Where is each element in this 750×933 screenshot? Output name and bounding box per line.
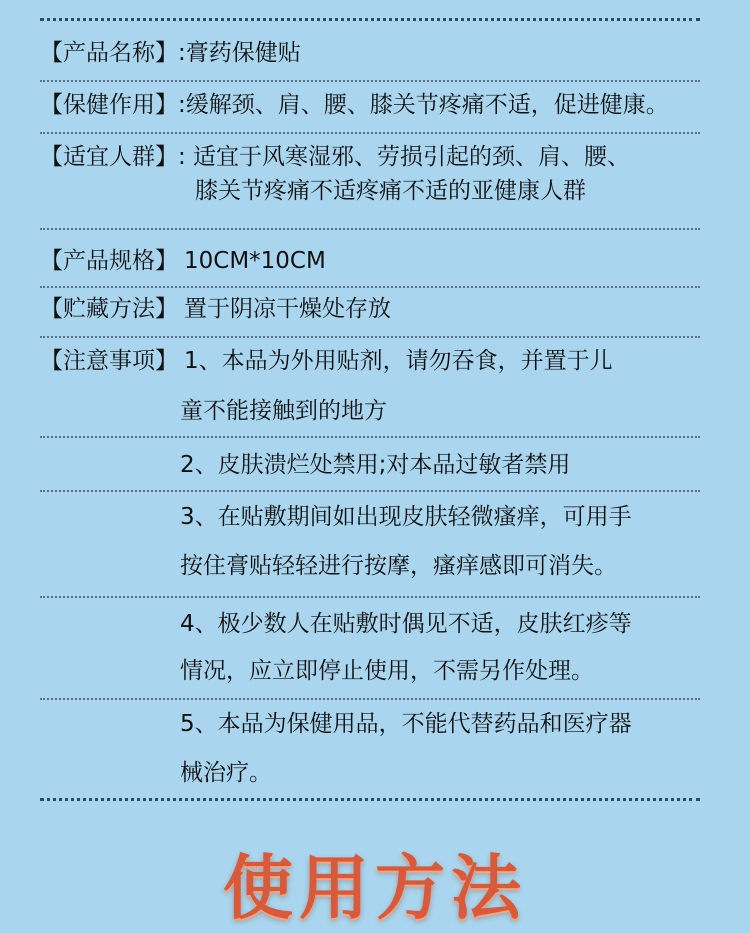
note-line: 械治疗。 [180, 760, 272, 786]
row-label: 【贮藏方法】 [40, 296, 178, 322]
row-health-effect [40, 94, 669, 117]
row-specification [40, 250, 326, 273]
divider [40, 698, 700, 700]
note-line: 童不能接触到的地方 [180, 398, 387, 424]
row-value: :缓解颈、肩、腰、膝关节疼痛不适，促进健康。 [178, 92, 669, 118]
divider [40, 80, 700, 82]
divider [40, 596, 700, 598]
row-value: 10CM*10CM [184, 248, 326, 274]
row-storage [40, 298, 391, 321]
row-product-name [40, 42, 301, 65]
row-label: 【保健作用】 [40, 92, 178, 118]
note-line: 2、皮肤溃烂处禁用;对本品过敏者禁用 [180, 452, 571, 478]
row-precautions [40, 350, 613, 373]
row-value-continued: 膝关节疼痛不适疼痛不适的亚健康人群 [195, 178, 586, 204]
row-label: 【产品规格】 [40, 248, 178, 274]
row-value: : 适宜于风寒湿邪、劳损引起的颈、肩、腰、 [178, 144, 631, 170]
divider [40, 490, 700, 492]
bottom-divider [40, 798, 700, 801]
row-value: 1、本品为外用贴剂，请勿吞食，并置于儿 [184, 348, 613, 374]
section-title: 使用方法 [223, 846, 527, 929]
divider [40, 436, 700, 438]
row-label: 【适宜人群】 [40, 144, 178, 170]
note-line: 5、本品为保健用品，不能代替药品和医疗器 [180, 711, 632, 737]
row-target-group [40, 146, 630, 169]
divider [40, 336, 700, 338]
top-divider [40, 18, 700, 21]
note-line: 按住膏贴轻轻进行按摩，瘙痒感即可消失。 [180, 553, 617, 579]
row-label: 【产品名称】 [40, 40, 178, 66]
row-label: 【注意事项】 [40, 348, 178, 374]
row-value: 置于阴凉干燥处存放 [184, 296, 391, 322]
row-value: :膏药保健贴 [178, 40, 301, 66]
note-line: 情况，应立即停止使用，不需另作处理。 [180, 658, 594, 684]
note-line: 3、在贴敷期间如出现皮肤轻微瘙痒，可用手 [180, 504, 632, 530]
divider [40, 228, 700, 230]
note-line: 4、极少数人在贴敷时偶见不适，皮肤红疹等 [180, 611, 632, 637]
divider [40, 286, 700, 288]
divider [40, 132, 700, 134]
